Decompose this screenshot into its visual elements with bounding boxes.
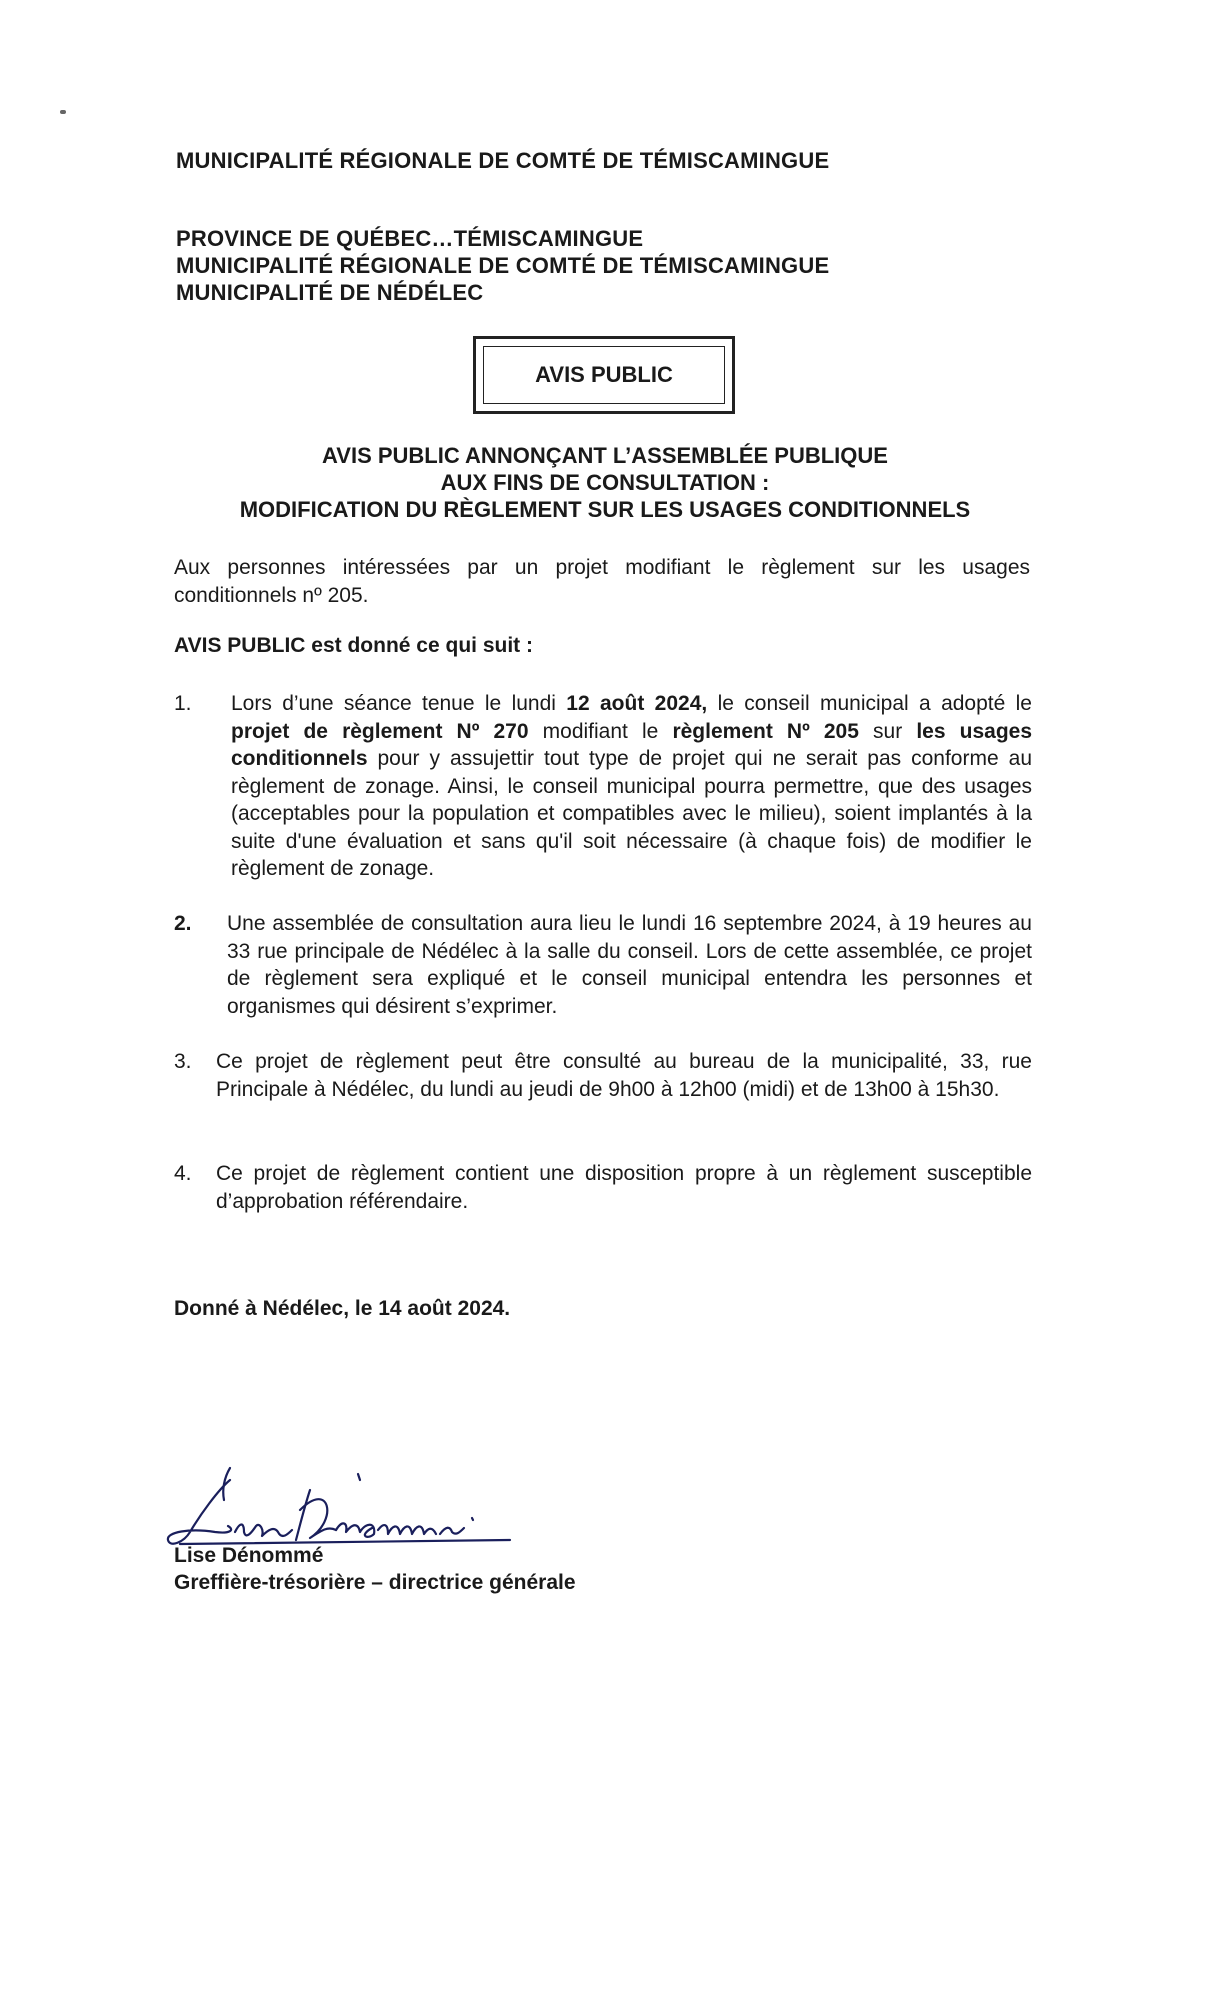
item-1-part: Lors d’une séance tenue le lundi bbox=[231, 692, 567, 715]
item-number: 4. bbox=[174, 1162, 192, 1185]
item-number: 3. bbox=[174, 1050, 192, 1073]
item-1-part: modifiant le bbox=[528, 719, 673, 743]
item-1-regulation: règlement Nº 205 bbox=[672, 719, 859, 743]
signer-name: Lise Dénommé bbox=[174, 1544, 324, 1567]
scan-speck bbox=[60, 110, 66, 114]
signer-title: Greffière-trésorière – directrice générale bbox=[174, 1571, 576, 1594]
title-line-3: MODIFICATION DU RÈGLEMENT SUR LES USAGES CONDITIONNELS bbox=[239, 497, 971, 522]
header-province: PROVINCE DE QUÉBEC…TÉMISCAMINGUE bbox=[176, 226, 644, 251]
header-mrc-line: MUNICIPALITÉ RÉGIONALE DE COMTÉ DE TÉMISCAMINGUE bbox=[176, 253, 830, 278]
dateline: Donné à Nédélec, le 14 août 2024. bbox=[174, 1297, 511, 1320]
header-block bbox=[176, 225, 829, 306]
intro-paragraph: Aux personnes intéressées par un projet modifiant le règlement sur les usages conditionnels nº 205. bbox=[174, 556, 1030, 607]
item-1-usages: les usages conditionnels bbox=[231, 719, 1033, 770]
item-4-text: Ce projet de règlement contient une disposition propre à un règlement susceptible d’approbation référendaire. bbox=[216, 1162, 1032, 1213]
avis-public-box bbox=[473, 336, 735, 414]
item-1-text bbox=[231, 690, 1032, 883]
item-1-part: sur bbox=[858, 719, 917, 743]
notice-title bbox=[150, 442, 1060, 523]
title-line-1: AVIS PUBLIC ANNONÇANT L’ASSEMBLÉE PUBLIQUE bbox=[322, 443, 888, 468]
item-number: 2. bbox=[174, 912, 192, 935]
item-1-project: projet de règlement Nº 270 bbox=[231, 719, 529, 743]
avis-public-label: AVIS PUBLIC bbox=[483, 346, 725, 404]
item-number: 1. bbox=[174, 692, 192, 715]
given-statement: AVIS PUBLIC est donné ce qui suit : bbox=[174, 634, 533, 657]
header-mrc: MUNICIPALITÉ RÉGIONALE DE COMTÉ DE TÉMISCAMINGUE bbox=[176, 148, 830, 173]
header-municipality: MUNICIPALITÉ DE NÉDÉLEC bbox=[176, 280, 484, 305]
item-1-part: le conseil municipal a adopté le bbox=[707, 692, 1032, 715]
item-1-part: pour y assujettir tout type de projet qui ne serait pas conforme au règlement de zonage. Ainsi, le conseil municipal pourra permettre, que des usages (acceptables pour la population et compatibles avec le milieu), soient implantés à la suite d'une évaluation et sans qu'il soit nécessaire (à chaque fois) de modifier le règlement de zonage. bbox=[231, 747, 1032, 880]
title-line-2: AUX FINS DE CONSULTATION : bbox=[440, 470, 770, 495]
item-1-date: 12 août 2024, bbox=[566, 692, 708, 715]
item-2-text: Une assemblée de consultation aura lieu le lundi 16 septembre 2024, à 19 heures au 33 rue principale de Nédélec à la salle du conseil. Lors de cette assemblée, ce projet de règlement sera expliqué et le conseil municipal entendra les personnes et organismes qui désirent s’exprimer. bbox=[227, 912, 1032, 1018]
item-3-text: Ce projet de règlement peut être consulté au bureau de la municipalité, 33, rue Principale à Nédélec, du lundi au jeudi de 9h00 à 12h00 (midi) et de 13h00 à 15h30. bbox=[216, 1050, 1032, 1101]
